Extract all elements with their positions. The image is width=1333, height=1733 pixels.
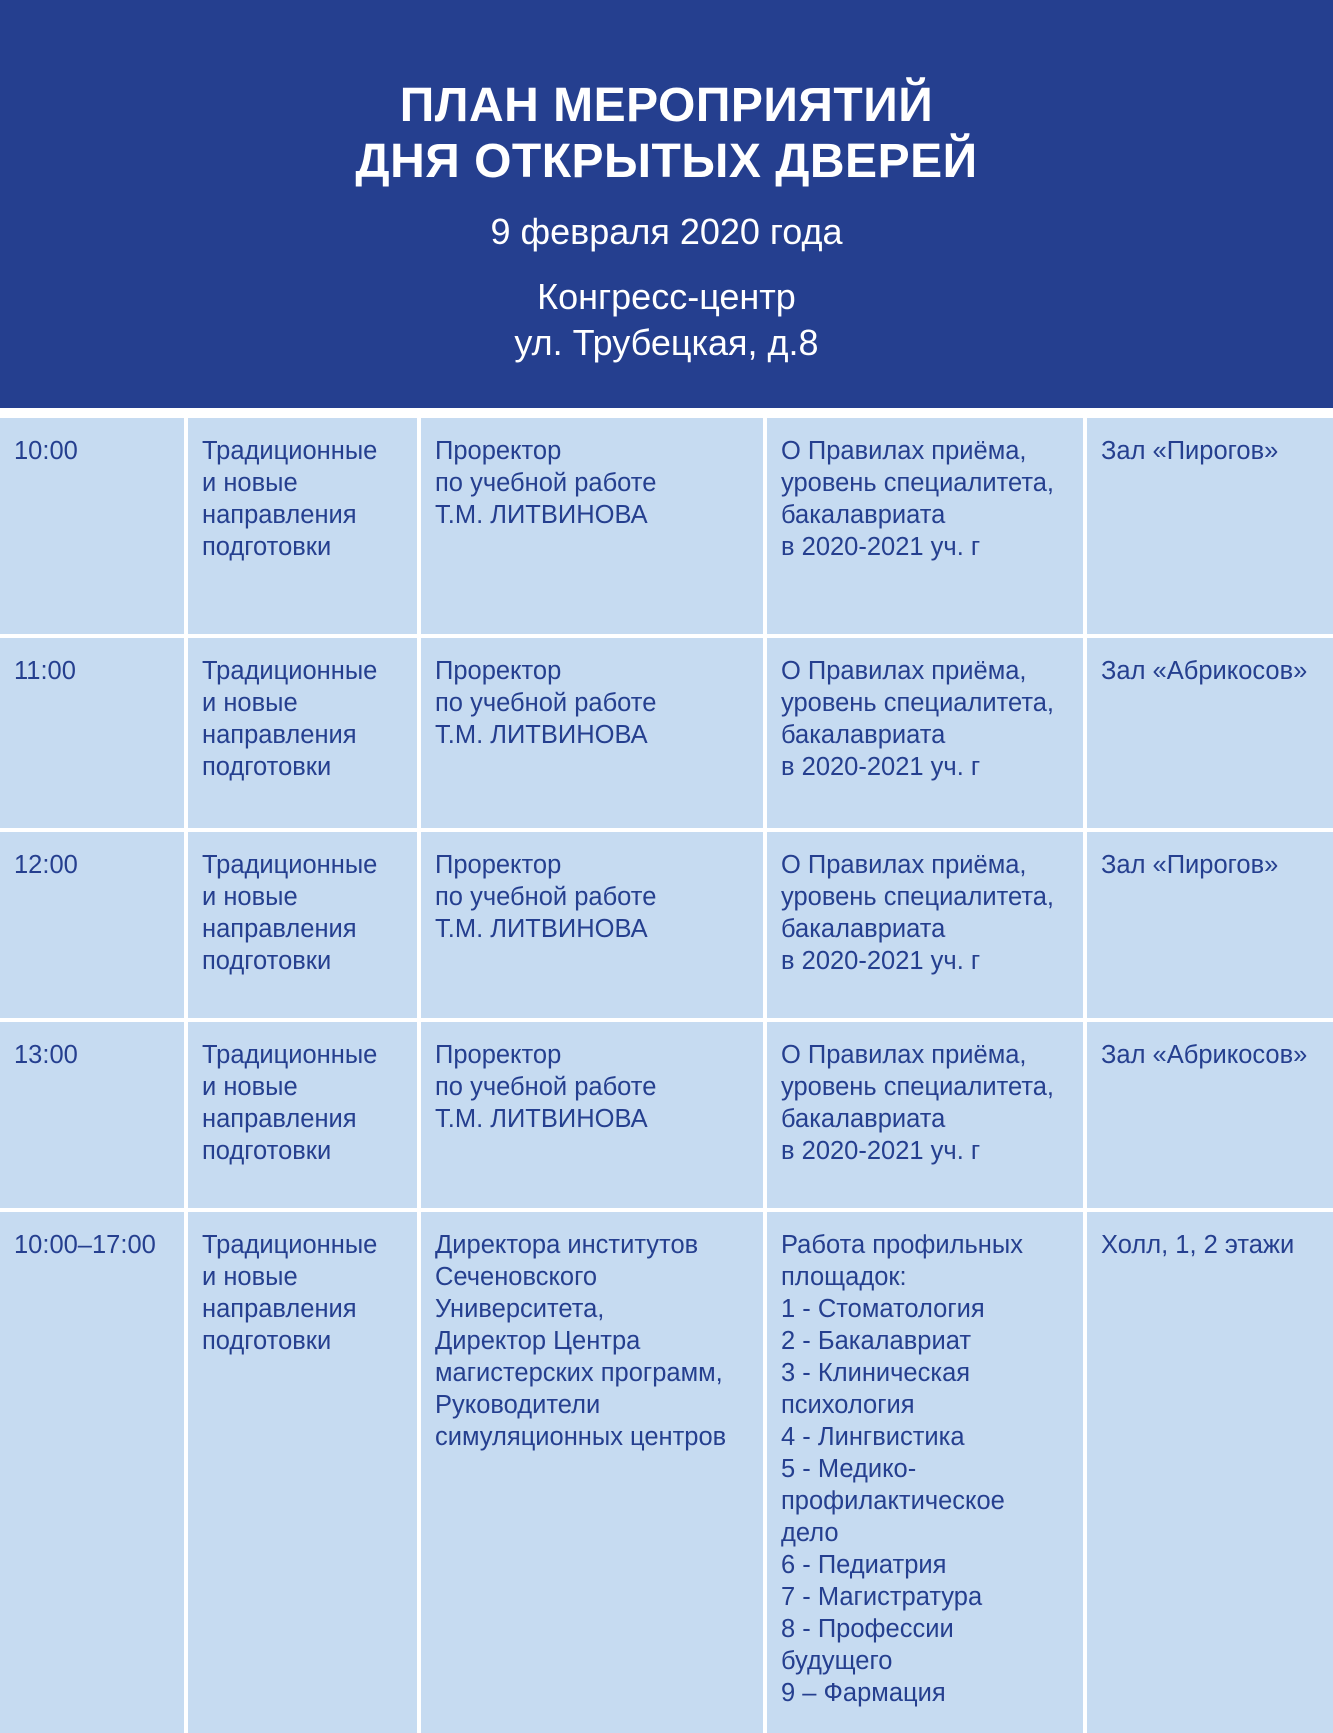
- speaker-cell-line: симуляционных центров: [435, 1423, 727, 1451]
- speaker-cell-line: по учебной работе: [435, 1073, 657, 1101]
- speaker-cell: [421, 1212, 763, 1733]
- subject-cell-line: 2 - Бакалавриат: [781, 1327, 971, 1355]
- subject-cell-line: уровень специалитета,: [781, 469, 1055, 497]
- subject-cell-line: в 2020-2021 уч. г: [781, 1137, 981, 1165]
- topic-cell-line: Традиционные: [202, 851, 378, 879]
- speaker-cell-line: по учебной работе: [435, 689, 657, 717]
- speaker-cell-line: Сеченовского: [435, 1263, 598, 1291]
- subject-cell-line: 4 - Лингвистика: [781, 1423, 965, 1451]
- speaker-cell-line: по учебной работе: [435, 883, 657, 911]
- speaker-cell-line: Т.М. ЛИТВИНОВА: [435, 1105, 648, 1133]
- location-cell: [1087, 1022, 1333, 1208]
- subject-cell-line: 9 – Фармация: [781, 1679, 946, 1707]
- topic-cell-line: подготовки: [202, 947, 332, 975]
- subject-cell: [767, 1212, 1083, 1733]
- time-cell: [0, 638, 184, 828]
- subject-cell-line: О Правилах приёма,: [781, 1041, 1027, 1069]
- speaker-cell-line: Проректор: [435, 437, 562, 465]
- subject-cell: [767, 1022, 1083, 1208]
- subject-cell-line: уровень специалитета,: [781, 689, 1055, 717]
- time-cell: [0, 1212, 184, 1733]
- topic-cell: [188, 832, 417, 1018]
- speaker-cell: [421, 418, 763, 634]
- subject-cell-line: О Правилах приёма,: [781, 437, 1027, 465]
- location-cell: [1087, 638, 1333, 828]
- location-cell: [1087, 832, 1333, 1018]
- topic-cell-line: Традиционные: [202, 1231, 378, 1259]
- subject-cell: [767, 418, 1083, 634]
- location-cell: [1087, 1212, 1333, 1733]
- topic-cell-line: и новые: [202, 469, 298, 497]
- title-line-2: ДНЯ ОТКРЫТЫХ ДВЕРЕЙ: [355, 135, 978, 188]
- topic-cell-line: направления: [202, 915, 357, 943]
- subject-cell-line: будущего: [781, 1647, 893, 1675]
- topic-cell: [188, 418, 417, 634]
- location-cell-text: Холл, 1, 2 этажи: [1101, 1231, 1295, 1259]
- page-title: [0, 78, 1333, 190]
- topic-cell-line: и новые: [202, 689, 298, 717]
- topic-cell-line: подготовки: [202, 1137, 332, 1165]
- subject-cell-line: 6 - Педиатрия: [781, 1551, 947, 1579]
- topic-cell-line: Традиционные: [202, 657, 378, 685]
- subject-cell-line: бакалавриата: [781, 915, 946, 943]
- title-line-1: ПЛАН МЕРОПРИЯТИЙ: [399, 79, 934, 132]
- subject-cell-line: уровень специалитета,: [781, 1073, 1055, 1101]
- location-cell-text: Зал «Пирогов»: [1101, 437, 1279, 465]
- speaker-cell-line: магистерских программ,: [435, 1359, 723, 1387]
- topic-cell: [188, 1022, 417, 1208]
- subject-cell-line: психология: [781, 1391, 915, 1419]
- time-cell: [0, 832, 184, 1018]
- speaker-cell-line: Университета,: [435, 1295, 605, 1323]
- location-cell-text: Зал «Пирогов»: [1101, 851, 1279, 879]
- time-cell-text: 12:00: [14, 851, 78, 879]
- time-cell-text: 13:00: [14, 1041, 78, 1069]
- subject-cell-line: в 2020-2021 уч. г: [781, 753, 981, 781]
- venue-line-2: ул. Трубецкая, д.8: [514, 322, 819, 363]
- header-banner: [0, 0, 1333, 408]
- subject-cell-line: в 2020-2021 уч. г: [781, 947, 981, 975]
- subject-cell-line: 5 - Медико-: [781, 1455, 917, 1483]
- subject-cell-line: 3 - Клиническая: [781, 1359, 971, 1387]
- subject-cell-line: Работа профильных: [781, 1231, 1023, 1259]
- time-cell-text: 10:00–17:00: [14, 1231, 156, 1259]
- topic-cell-line: подготовки: [202, 753, 332, 781]
- topic-cell-line: Традиционные: [202, 437, 378, 465]
- topic-cell: [188, 1212, 417, 1733]
- topic-cell-line: направления: [202, 501, 357, 529]
- location-cell-text: Зал «Абрикосов»: [1101, 1041, 1308, 1069]
- speaker-cell-line: Директор Центра: [435, 1327, 641, 1355]
- subject-cell-line: 7 - Магистратура: [781, 1583, 983, 1611]
- subject-cell-line: 8 - Профессии: [781, 1615, 954, 1643]
- event-venue: [0, 274, 1333, 366]
- speaker-cell: [421, 638, 763, 828]
- subject-cell-line: дело: [781, 1519, 839, 1547]
- subject-cell-line: бакалавриата: [781, 721, 946, 749]
- subject-cell-line: площадок:: [781, 1263, 907, 1291]
- subject-cell-line: уровень специалитета,: [781, 883, 1055, 911]
- subject-cell: [767, 832, 1083, 1018]
- subject-cell-line: О Правилах приёма,: [781, 851, 1027, 879]
- venue-line-1: Конгресс-центр: [537, 276, 796, 317]
- speaker-cell-line: Проректор: [435, 1041, 562, 1069]
- time-cell: [0, 418, 184, 634]
- subject-cell-line: в 2020-2021 уч. г: [781, 533, 981, 561]
- subject-cell-line: бакалавриата: [781, 1105, 946, 1133]
- time-cell: [0, 1022, 184, 1208]
- subject-cell-line: бакалавриата: [781, 501, 946, 529]
- speaker-cell-line: Т.М. ЛИТВИНОВА: [435, 501, 648, 529]
- speaker-cell-line: Руководители: [435, 1391, 601, 1419]
- subject-cell-line: профилактическое: [781, 1487, 1005, 1515]
- speaker-cell-line: Т.М. ЛИТВИНОВА: [435, 721, 648, 749]
- topic-cell-line: и новые: [202, 1263, 298, 1291]
- topic-cell-line: подготовки: [202, 533, 332, 561]
- topic-cell-line: направления: [202, 721, 357, 749]
- speaker-cell-line: Т.М. ЛИТВИНОВА: [435, 915, 648, 943]
- speaker-cell-line: Проректор: [435, 657, 562, 685]
- time-cell-text: 10:00: [14, 437, 78, 465]
- speaker-cell-line: по учебной работе: [435, 469, 657, 497]
- event-date: 9 февраля 2020 года: [490, 211, 843, 252]
- topic-cell-line: и новые: [202, 1073, 298, 1101]
- topic-cell-line: подготовки: [202, 1327, 332, 1355]
- speaker-cell-line: Директора институтов: [435, 1231, 699, 1259]
- location-cell-text: Зал «Абрикосов»: [1101, 657, 1308, 685]
- topic-cell-line: направления: [202, 1295, 357, 1323]
- speaker-cell: [421, 1022, 763, 1208]
- subject-cell-line: О Правилах приёма,: [781, 657, 1027, 685]
- topic-cell-line: Традиционные: [202, 1041, 378, 1069]
- topic-cell-line: и новые: [202, 883, 298, 911]
- speaker-cell-line: Проректор: [435, 851, 562, 879]
- speaker-cell: [421, 832, 763, 1018]
- subject-cell-line: 1 - Стоматология: [781, 1295, 985, 1323]
- schedule-table: [0, 418, 1333, 1733]
- time-cell-text: 11:00: [14, 657, 76, 685]
- topic-cell: [188, 638, 417, 828]
- subject-cell: [767, 638, 1083, 828]
- location-cell: [1087, 418, 1333, 634]
- topic-cell-line: направления: [202, 1105, 357, 1133]
